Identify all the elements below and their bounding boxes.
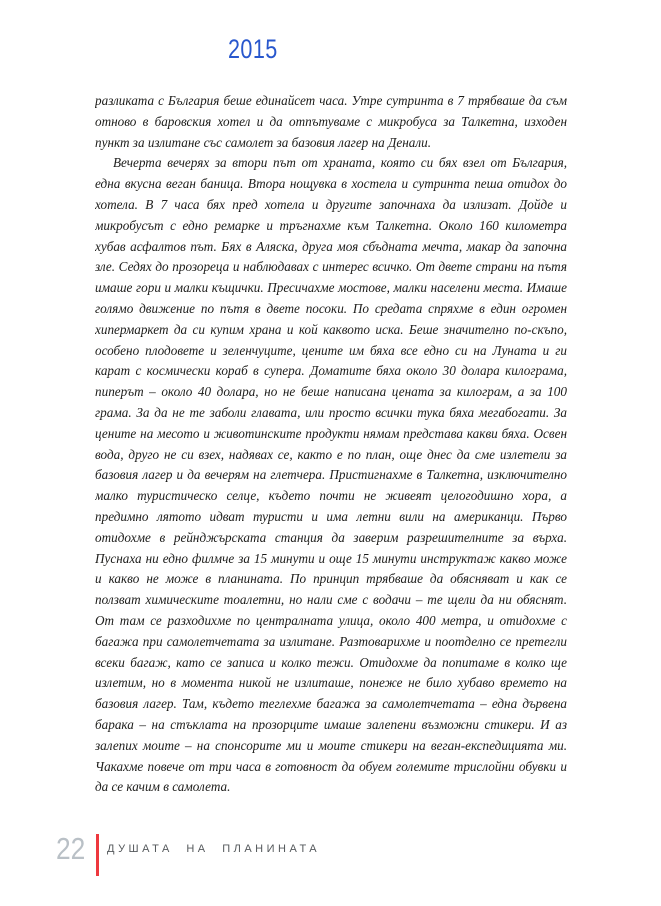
page-number: 22 — [56, 831, 86, 866]
book-title: ДУШАТА НА ПЛАНИНАТА — [107, 843, 321, 855]
chapter-year-heading: 2015 — [228, 34, 278, 64]
footer-accent-bar — [96, 834, 99, 876]
body-paragraph: разликата с България беше единайсет часа. Утре сутринта в 7 трябваше да съм отново в баровския хотел и да отпътуваме с микробуса за Талкетна, изходен пункт за излитане със самолет за базовия лагер на Денали. — [95, 93, 567, 150]
body-paragraph: Вечерта вечерях за втори път от храната, която си бях взел от България, една вкусна веган баница. Втора нощувка в хостела и сутринта пеша отидох до хотела. В 7 часа бях пред хотела и другите започнаха да излизат. Дойде и микробусът с едно ремарке и тръгнахме към Талкетна. Около 160 километра хубав асфалтов път. Бях в Аляска, друга моя сбъдната мечта, макар да започна зле. Седях до прозореца и наблюдавах с интерес всичко. От двете страни на пътя имаше гори и малки къщички. Пресичахме мостове, малки населени места. Имаше голямо движение по пътя в двете посоки. По средата спряхме в един огромен хипермаркет да си купим храна и кой каквото иска. Беше значително по-скъпо, особено плодовете и зеленчуците, цените им бяха все едно си на Луната и ги карат с космически кораб в супера. Доматите бяха около 30 долара килограма, пиперът – около 40 долара, но не беше написана цената за килограм, а за 100 грама. За да не те заболи главата, или просто всички тука бяха мегабогати. За цените на месото и животинските продукти нямам представа какви бяха. Освен вода, друго не си взех, надявах се, както е по план, още днес да сме излетели за базовия лагер и да вечерям на глетчера. Пристигнахме в Талкетна, изключително малко туристическо селце, където почти не живеят целогодишно хора, а предимно лятото идват туристи и има летни вили на американци. Първо отидохме в рейнджърската станция да заверим разрешителните за върха. Пуснаха ни едно филмче за 15 минути и още 15 минути инструктаж какво може и какво не може в планината. По принцип трябваше да обясняват и как се ползват химическите тоалетни, но нали сме с водачи – те щели да ни обяснят. От там се разходихме по централната улица, около 400 метра, и отидохме с багажа при самолетчетата за излитане. Разтоварихме и поотделно се претегли всеки багаж, като се записа и колко тежи. Отидохме да попитаме в колко ще излетим, но в момента никой не излиташе, понеже не било хубаво времето на базовия лагер. Там, където теглехме багажа за самолетчетата – една дървена барака – на стъклата на прозорците имаше залепени възможни стикери. И аз залепих моите – на спонсорите ми и моите стикери на веган-експедицията ми. Чакахме повече от три часа в готовност да обуем големите трислойни обувки и да се качим в самолета. — [95, 155, 567, 795]
page-footer — [0, 830, 661, 890]
body-text-block — [95, 91, 567, 843]
